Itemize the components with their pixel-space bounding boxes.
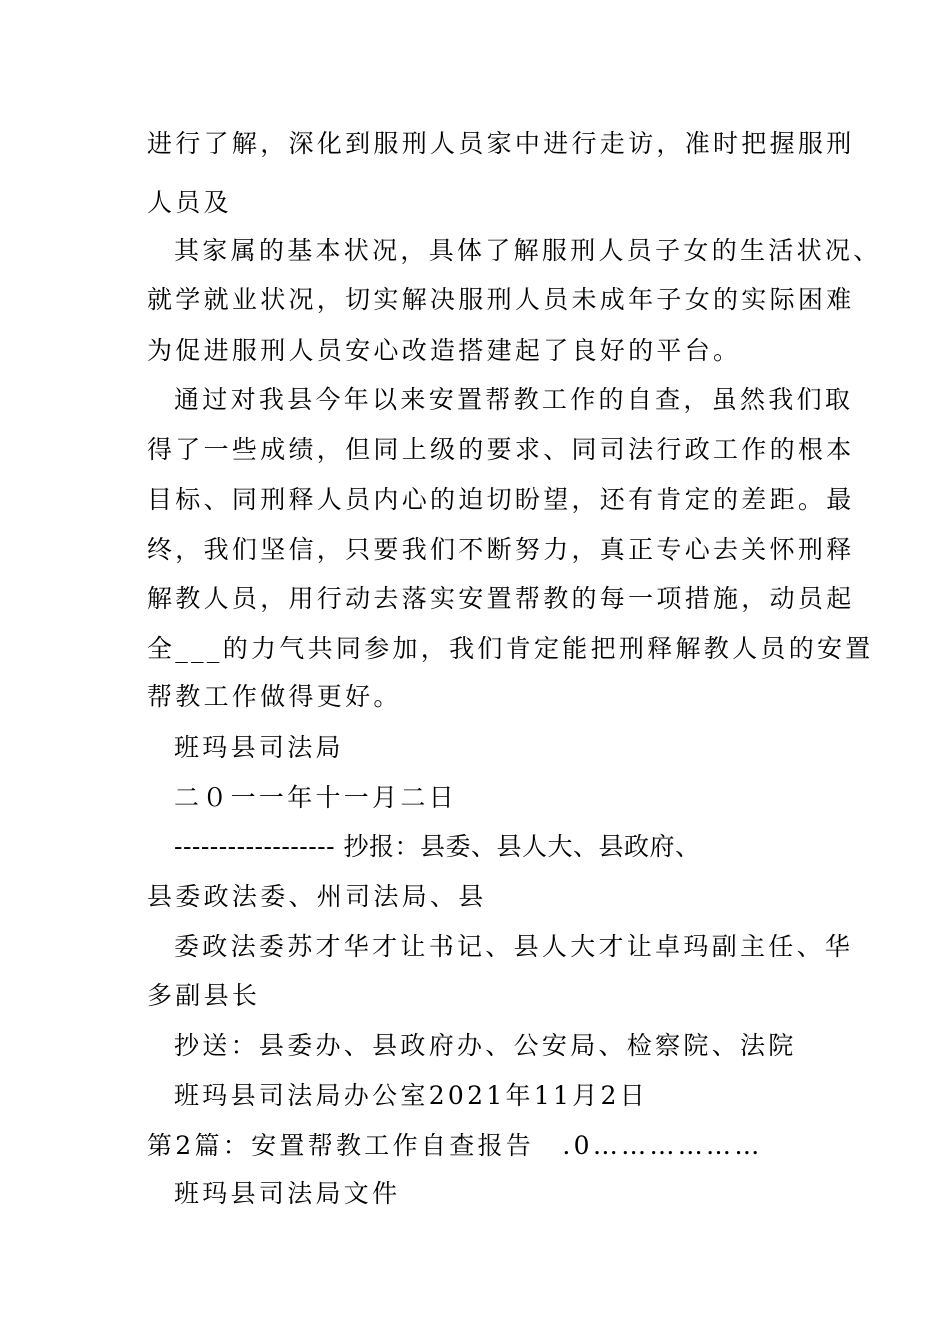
paragraph-line: 其家属的基本状况，具体了解服刑人员子女的生活状况、 (174, 236, 882, 265)
signature-date: 二０一一年十一月二日 (174, 783, 458, 812)
copy-report-line: 县委政法委、州司法局、县 (147, 882, 487, 911)
copy-send-line: 抄送：县委办、县政府办、公安局、检察院、法院 (174, 1031, 797, 1060)
paragraph-line: 全___的力气共同参加，我们肯定能把刑释解教人员的安置 (147, 634, 874, 663)
paragraph-line: 得了一些成绩，但同上级的要求、同司法行政工作的根本 (147, 435, 855, 464)
copy-report-line: 多副县长 (147, 981, 261, 1010)
paragraph-line: 目标、同刑释人员内心的迫切盼望，还有肯定的差距。最 (147, 485, 855, 514)
paragraph-line: 进行了解，深化到服刑人员家中进行走访，准时把握服刑 (147, 129, 855, 158)
paragraph-line: 就学就业状况，切实解决服刑人员未成年子女的实际困难 (147, 285, 855, 314)
signature-organization: 班玛县司法局 (174, 733, 344, 762)
paragraph-line: 通过对我县今年以来安置帮教工作的自查，虽然我们取 (174, 385, 854, 414)
copy-report-line: 委政法委苏才华才让书记、县人大才让卓玛副主任、华 (174, 932, 854, 961)
issuing-office-line: 班玛县司法局办公室2021年11月2日 (174, 1081, 649, 1110)
paragraph-line: 终，我们坚信，只要我们不断努力，真正专心去关怀刑释 (147, 535, 855, 564)
copy-report-line: ------------------ 抄报：县委、县人大、县政府、 (174, 832, 701, 861)
paragraph-line: 帮教工作做得更好。 (147, 682, 402, 711)
section-heading: 第2篇：安置帮教工作自查报告 .0……………… (147, 1131, 763, 1160)
paragraph-line: 人员及 (147, 188, 232, 217)
paragraph-line: 解教人员，用行动去落实安置帮教的每一项措施，动员起 (147, 584, 855, 613)
document-title: 班玛县司法局文件 (174, 1179, 401, 1208)
paragraph-line: 为促进服刑人员安心改造搭建起了良好的平台。 (147, 336, 742, 365)
